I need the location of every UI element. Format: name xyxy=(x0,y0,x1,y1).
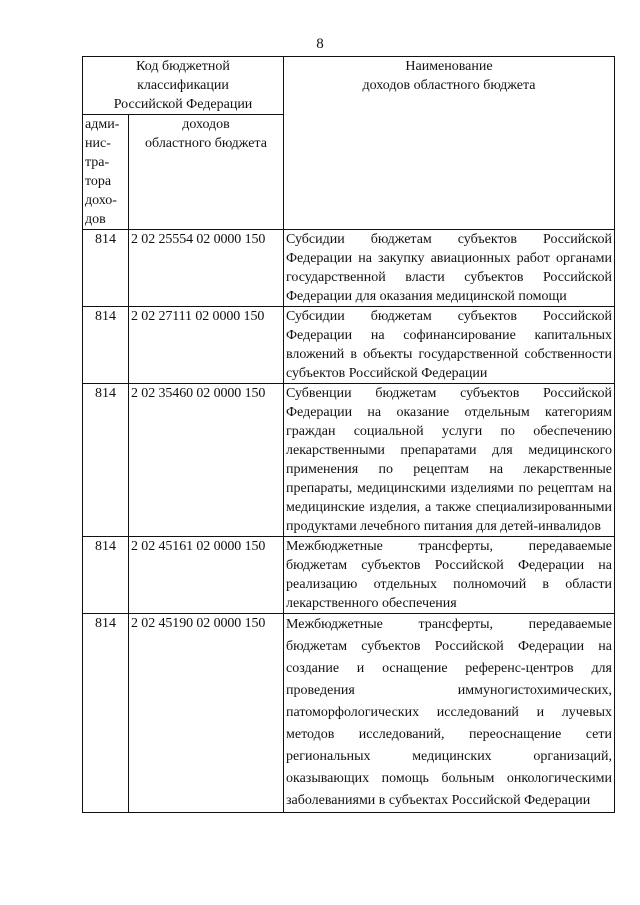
administrator-code: 814 xyxy=(83,307,129,384)
revenue-code: 2 02 27111 02 0000 150 xyxy=(129,307,284,384)
header-group-line: Российской Федерации xyxy=(113,97,253,112)
revenue-code: 2 02 35460 02 0000 150 xyxy=(129,384,284,537)
header-name-line: Наименование xyxy=(405,59,493,74)
header-admin-line: нис- xyxy=(85,136,111,151)
header-budget-classification-code xyxy=(83,57,284,115)
header-revenue-name xyxy=(284,57,615,230)
header-group-line: Код бюджетной xyxy=(136,59,230,74)
revenue-name: Субсидии бюджетам субъектов Российской Федерации на софинансирование капитальных вложений в объекты государственной собственности субъектов Российской Федерации xyxy=(284,307,615,384)
header-code-line: областного бюджета xyxy=(145,136,267,151)
table-row xyxy=(83,230,615,307)
header-name-line: доходов областного бюджета xyxy=(362,78,536,93)
revenue-name: Межбюджетные трансферты, передаваемые бюджетам субъектов Российской Федерации на реализацию отдельных полномочий в области лекарственного обеспечения xyxy=(284,537,615,614)
header-admin-line: дохо- xyxy=(85,193,117,208)
revenue-code: 2 02 45190 02 0000 150 xyxy=(129,614,284,813)
revenue-code: 2 02 45161 02 0000 150 xyxy=(129,537,284,614)
header-admin-line: дов xyxy=(85,212,106,227)
administrator-code: 814 xyxy=(83,230,129,307)
administrator-code: 814 xyxy=(83,614,129,813)
administrator-code: 814 xyxy=(83,384,129,537)
header-code-line: доходов xyxy=(182,117,230,132)
header-revenue-code xyxy=(129,115,284,230)
budget-classification-table xyxy=(82,56,615,813)
revenue-name: Субсидии бюджетам субъектов Российской Федерации на закупку авиационных работ органами государственной власти субъектов Российской Федерации для оказания медицинской помощи xyxy=(284,230,615,307)
revenue-name: Межбюджетные трансферты, передаваемые бюджетам субъектов Российской Федерации на создание и оснащение референс-центров для проведения иммуногистохимических, патоморфологических исследований и лучевых методов исследований, переоснащение сети региональных медицинских организаций, оказывающих помощь больным онкологическими заболеваниями в субъектах Российской Федерации xyxy=(284,614,615,813)
table-row xyxy=(83,614,615,813)
header-group-line: классификации xyxy=(137,78,229,93)
revenue-name: Субвенции бюджетам субъектов Российской Федерации на оказание отдельным категориям граждан социальной услуги по обеспечению лекарственными препаратами для медицинского применения по рецептам на лекарственные препараты, медицинскими изделиями по рецептам на медицинские изделия, а также специализированными продуктами лечебного питания для детей-инвалидов xyxy=(284,384,615,537)
administrator-code: 814 xyxy=(83,537,129,614)
header-admin-line: тора xyxy=(85,174,112,189)
header-admin-line: адми- xyxy=(85,117,120,132)
table-row xyxy=(83,307,615,384)
table-row xyxy=(83,384,615,537)
revenue-code: 2 02 25554 02 0000 150 xyxy=(129,230,284,307)
page-number: 8 xyxy=(316,36,324,52)
header-administrator xyxy=(83,115,129,230)
table-row xyxy=(83,537,615,614)
header-admin-line: тра- xyxy=(85,155,110,170)
